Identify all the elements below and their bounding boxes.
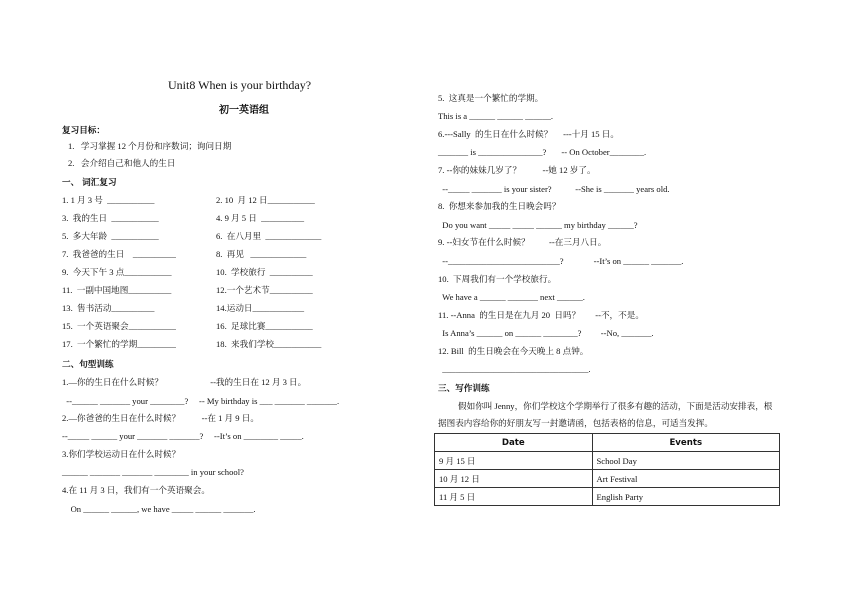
table-row (435, 452, 780, 470)
sentence-line: 11. --Anna 的生日是在九月 20 日吗？ --不，不是。 (438, 310, 644, 320)
sentence-line: 2.—你爸爸的生日在什么时候？ --在 1 月 9 日。 (62, 413, 259, 423)
sentences-heading: 二、句型训练 (62, 360, 114, 370)
table-row (435, 470, 780, 488)
table-header-row (435, 434, 780, 452)
sentence-line: Is Anna’s ______ on ______ ________? --No, _______. (438, 328, 654, 338)
sentence-line: 3.你们学校运动日在什么时候？ (62, 449, 181, 459)
vocab-item: 7. 我爸爸的生日 __________ (62, 249, 176, 259)
event-cell: Art Festival (592, 470, 779, 488)
date-cell: 11 月 5 日 (435, 488, 593, 506)
table-row (435, 488, 780, 506)
sentence-line: 9. --妇女节在什么时候？ --在三月八日。 (438, 237, 607, 247)
sentence-line: On ______ ______, we have _____ ______ _______. (62, 504, 256, 514)
sentence-line: --_____ _______ is your sister? --She is _______ years old. (438, 184, 670, 194)
document-title: Unit8 When is your birthday? (168, 78, 312, 92)
column-header-events: Events (592, 434, 779, 452)
vocab-item: 14.运动日____________ (216, 303, 305, 313)
sentence-line: 12. Bill 的生日晚会在今天晚上 8 点钟。 (438, 346, 589, 356)
sentence-line: 8. 你想来参加我的生日晚会吗？ (438, 201, 561, 211)
event-cell: School Day (592, 452, 779, 470)
vocab-item: 13. 售书活动__________ (62, 303, 155, 313)
document-subtitle: 初一英语组 (219, 105, 269, 116)
sentence-line: This is a ______ ______ ______. (438, 111, 554, 121)
sentence-line: __________________________________. (438, 364, 591, 374)
sentence-line: 10. 下周我们有一个学校旅行。 (438, 274, 557, 284)
vocab-heading: 一、 词汇复习 (62, 178, 117, 188)
sentence-line: --__________________________? --It’s on ______ _______. (438, 256, 684, 266)
vocab-item: 10. 学校旅行 __________ (216, 267, 313, 277)
sentence-line: --______ _______ your ________? -- My birthday is ___ _______ _______. (62, 396, 340, 406)
goal-item: 1. 学习掌握 12 个月份和序数词；询问日期 (68, 141, 232, 151)
vocab-item: 11. 一副中国地图__________ (62, 285, 172, 295)
sentence-line: _______ is _______________? -- On October________. (438, 147, 647, 157)
event-cell: English Party (592, 488, 779, 506)
sentence-line: 4.在 11 月 3 日，我们有一个英语聚会。 (62, 485, 210, 495)
vocab-item: 18. 来我们学校___________ (216, 339, 322, 349)
sentence-line: We have a ______ _______ next ______. (438, 292, 585, 302)
date-cell: 10 月 12 日 (435, 470, 593, 488)
sentence-line: Do you want _____ _____ ______ my birthday ______? (438, 220, 638, 230)
sentence-line: 1.—你的生日在什么时候？ --我的生日在 12 月 3 日。 (62, 377, 307, 387)
vocab-item: 2. 10 月 12 日___________ (216, 195, 315, 205)
vocab-item: 1. 1 月 3 号 ___________ (62, 195, 155, 205)
date-cell: 9 月 15 日 (435, 452, 593, 470)
vocab-item: 5. 多大年龄 ___________ (62, 231, 159, 241)
vocab-item: 3. 我的生日 ___________ (62, 213, 159, 223)
vocab-item: 15. 一个英语聚会___________ (62, 321, 176, 331)
vocab-item: 17. 一个繁忙的学期_________ (62, 339, 176, 349)
vocab-item: 6. 在八月里 _____________ (216, 231, 322, 241)
events-table (434, 433, 780, 506)
sentence-line: 7. --你的妹妹几岁了？ --她 12 岁了。 (438, 165, 596, 175)
vocab-item: 4. 9 月 5 日 __________ (216, 213, 305, 223)
writing-prompt: 据图表内容给你的好朋友写一封邀请函，包括表格的信息，可适当发挥。 (438, 418, 714, 428)
sentence-line: 5. 这真是一个繁忙的学期。 (438, 93, 544, 103)
column-header-date: Date (435, 434, 593, 452)
goal-item: 2. 会介绍自己和他人的生日 (68, 158, 176, 168)
sentence-line: --_____ ______ your _______ _______? --It’s on ________ _____. (62, 431, 304, 441)
sentence-line: ______ _______ _______ ________ in your school? (62, 467, 244, 477)
vocab-item: 16. 足球比赛___________ (216, 321, 313, 331)
goals-heading: 复习目标： (62, 126, 105, 136)
sentence-line: 6.---Sally 的生日在什么时候？ ---十月 15 日。 (438, 129, 619, 139)
vocab-item: 12.一个艺术节__________ (216, 285, 313, 295)
vocab-item: 9. 今天下午 3 点___________ (62, 267, 172, 277)
writing-heading: 三、写作训练 (438, 384, 490, 394)
writing-prompt: 假如你叫 Jenny，你们学校这个学期举行了很多有趣的活动，下面是活动安排表，根 (458, 401, 773, 411)
vocab-item: 8. 再见 _____________ (216, 249, 307, 259)
